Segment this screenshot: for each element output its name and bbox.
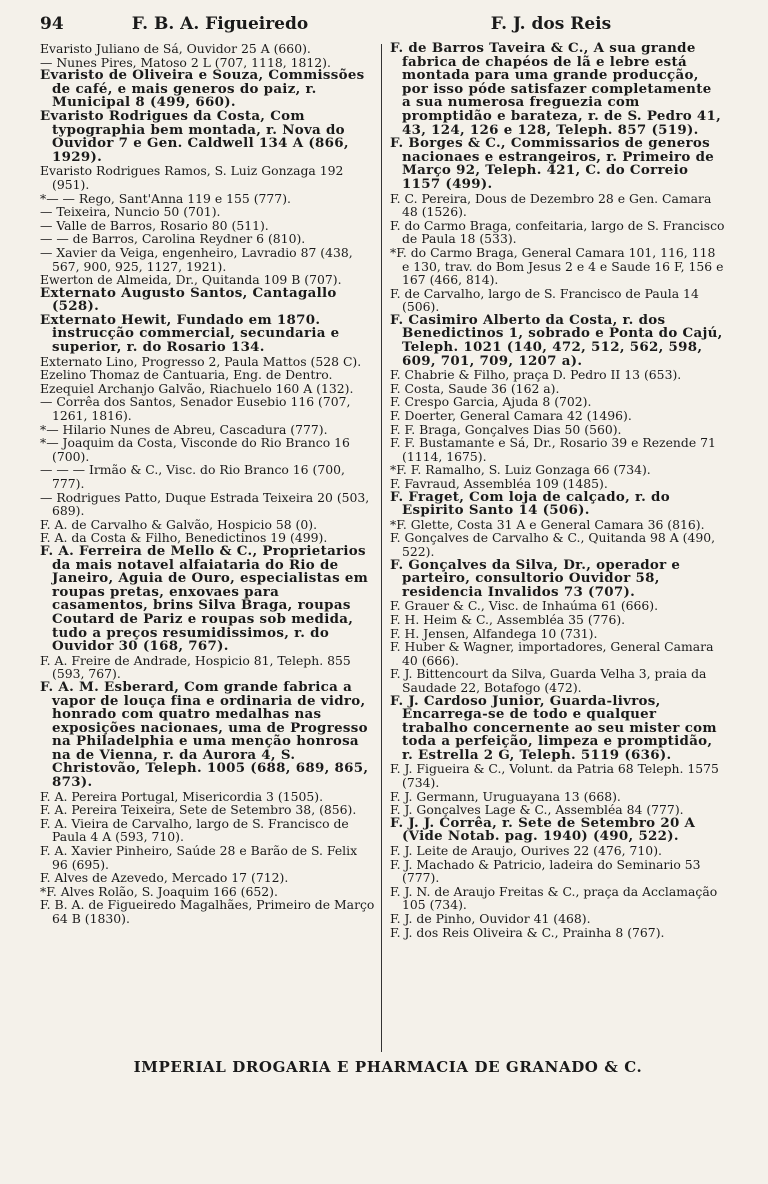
directory-entry: F. J. Cardoso Junior, Guarda-livros, Encarrega-se de todo e qualquer trabalho concernente ao seu mister com toda a perfeição, limpeza e promptidão, r. Estrella 2 G, Teleph. 5119 (636). [390, 692, 717, 763]
directory-entry: — Xavier da Veiga, engenheiro, Lavradio 87 (438, 567, 900, 925, 1127, 1921). [40, 244, 353, 274]
left-column [40, 42, 381, 1052]
directory-entry: F. Alves de Azevedo, Mercado 17 (712). [40, 870, 289, 886]
directory-entry: *F. Alves Rolão, S. Joaquim 166 (652). [40, 883, 278, 899]
directory-entry: Evaristo Rodrigues Ramos, S. Luiz Gonzaga 192 (951). [40, 163, 344, 192]
directory-entry: F. J. dos Reis Oliveira & C., Prainha 8 (767). [390, 924, 665, 940]
directory-entry: F. de Barros Taveira & C., A sua grande fabrica de chapéos de lã e lebre está montada para uma grande producção, por isso póde satisfazer completamente a sua numerosa freguezia com promptidão e barateza, r. de S. Pedro 41, 43, 124, 126 e 128, Teleph. 857 (519). [390, 42, 722, 138]
directory-entry: — — de Barros, Carolina Reydner 6 (810). [40, 231, 306, 247]
directory-entry: F. Gonçalves da Silva, Dr., operador e parteiro, consultorio Ouvidor 58, residencia Invalidos 73 (707). [390, 556, 681, 600]
directory-entry: — Rodrigues Patto, Duque Estrada Teixeira 20 (503, 689). [40, 489, 370, 519]
directory-entry: F. A. de Carvalho & Galvão, Hospicio 58 (0). [40, 516, 318, 532]
directory-entry: F. A. Xavier Pinheiro, Saúde 28 e Barão de S. Felix 96 (695). [40, 843, 358, 872]
directory-entry: *— Hilario Nunes de Abreu, Cascadura (777). [40, 421, 328, 437]
directory-entry: F. F. Braga, Gonçalves Dias 50 (560). [390, 421, 622, 437]
right-column [382, 42, 725, 1052]
directory-entry: Externato Lino, Progresso 2, Paula Mattos (528 C). [40, 353, 362, 369]
directory-entry: Externato Hewit, Fundado em 1870. instrucção commercial, secundaria e superior, r. do Rosario 134. [40, 311, 340, 356]
left-running-head: F. B. A. Figueiredo [131, 14, 309, 34]
directory-entry: F. J. Bittencourt da Silva, Guarda Velha 3, praia da Saudade 22, Botafogo (472). [390, 666, 707, 695]
directory-entry: F. A. Pereira Teixeira, Sete de Setembro 38, (856). [40, 802, 357, 818]
directory-entry: F. J. Gonçalves Lage & C., Assembléa 84 (777). [390, 802, 684, 818]
directory-entry: F. A. Pereira Portugal, Misericordia 3 (1505). [40, 788, 324, 804]
directory-entry: F. J. J. Corrêa, r. Sete de Setembro 20 A (Vide Notab. pag. 1940) (490, 522). [390, 814, 696, 845]
directory-entry: F. Costa, Saude 36 (162 a). [390, 380, 560, 396]
columns [40, 42, 742, 1052]
directory-entry: Ezequiel Archanjo Galvão, Riachuelo 160 A (132). [40, 380, 354, 396]
directory-entry: F. A. da Costa & Filho, Benedictinos 19 (499). [40, 530, 328, 546]
directory-entry: Ezelino Thomaz de Cantuaria, Eng. de Dentro. [40, 367, 333, 383]
directory-entry: — Teixeira, Nuncio 50 (701). [40, 204, 221, 220]
directory-entry: *— — Rego, Sant'Anna 119 e 155 (777). [40, 190, 291, 206]
directory-entry: F. Huber & Wagner, importadores, General Camara 40 (666). [390, 639, 714, 668]
directory-entry: F. J. Figueira & C., Volunt. da Patria 68 Teleph. 1575 (734). [390, 761, 719, 791]
directory-entry: F. Doerter, General Camara 42 (1496). [390, 408, 632, 424]
directory-entry: F. Casimiro Alberto da Costa, r. dos Benedictinos 1, sobrado e Ponta do Cajú, Teleph. 1021 (140, 472, 512, 562, 598, 609, 701, 709, 1207 a). [390, 311, 723, 369]
directory-entry: F. Fraget, Com loja de calçado, r. do Espirito Santo 14 (506). [390, 488, 670, 519]
advertisement-footer: IMPERIAL DROGARIA E PHARMACIA DE GRANADO & C. [133, 1058, 643, 1076]
directory-entry: Externato Augusto Santos, Cantagallo (528). [40, 284, 337, 315]
directory-entry: F. J. de Pinho, Ouvidor 41 (468). [390, 911, 591, 926]
directory-entry: F. do Carmo Braga, confeitaria, largo de S. Francisco de Paula 18 (533). [390, 217, 725, 247]
directory-entry: F. de Carvalho, largo de S. Francisco de Paula 14 (506). [390, 285, 699, 315]
directory-entry: F. F. Bustamante e Sá, Dr., Rosario 39 e Rezende 71 (1114, 1675). [390, 435, 716, 464]
page-header [40, 14, 742, 42]
directory-entry: F. A. Freire de Andrade, Hospicio 81, Teleph. 855 (593, 767). [40, 652, 351, 682]
directory-entry: F. B. A. de Figueiredo Magalhães, Primeiro de Março 64 B (1830). [40, 897, 375, 926]
directory-entry: — — — Irmão & C., Visc. do Rio Branco 16 (700, 777). [40, 462, 345, 491]
directory-entry: F. A. Vieira de Carvalho, largo de S. Francisco de Paula 4 A (593, 710). [40, 815, 349, 845]
directory-entry: F. Favraud, Assembléa 109 (1485). [390, 476, 608, 491]
directory-entry: — Valle de Barros, Rosario 80 (511). [40, 217, 269, 233]
directory-entry: Evaristo Juliano de Sá, Ouvidor 25 A (660). [40, 42, 311, 56]
directory-entry: F. Borges & C., Commissarios de generos nacionaes e estrangeiros, r. Primeiro de Março 92, Teleph. 421, C. do Correio 1157 (499). [390, 135, 715, 192]
directory-entry: F. J. N. de Araujo Freitas & C., praça da Acclamação 105 (734). [390, 883, 718, 913]
directory-entry: — Nunes Pires, Matoso 2 L (707, 1118, 1812). [40, 54, 331, 70]
page-number: 94 [40, 14, 64, 34]
directory-entry: F. A. M. Esberard, Com grande fabrica a vapor de louça fina e ordinaria de vidro, honrado com quatro medalhas nas exposições nacionaes, uma de Progresso na Philadelphia e uma menção honrosa na de Vienna, r. da Aurora 4, S. Christovão, Teleph. 1005 (688, 689, 865, 873). [40, 678, 369, 791]
directory-entry: F. H. Jensen, Alfandega 10 (731). [390, 625, 598, 641]
directory-entry: F. Gonçalves de Carvalho & C., Quitanda 98 A (490, 522). [390, 530, 716, 559]
directory-entry: *— Joaquim da Costa, Visconde do Rio Branco 16 (700). [40, 435, 350, 464]
directory-entry: *F. F. Ramalho, S. Luiz Gonzaga 66 (734). [390, 462, 651, 478]
directory-entry: *F. do Carmo Braga, General Camara 101, 116, 118 e 130, trav. do Bom Jesus 2 e 4 e Saude 16 F, 156 e 167 (466, 814). [390, 244, 724, 288]
directory-entry: F. J. Leite de Araujo, Ourives 22 (476, 710). [390, 843, 662, 859]
directory-entry: F. Grauer & C., Visc. de Inhaúma 61 (666). [390, 598, 659, 614]
directory-entry: Ewerton de Almeida, Dr., Quitanda 109 B (707). [40, 272, 342, 288]
directory-entry: F. J. Machado & Patricio, ladeira do Seminario 53 (777). [390, 856, 701, 886]
directory-entry: F. Chabrie & Filho, praça D. Pedro II 13 (653). [390, 367, 682, 383]
directory-entry: Evaristo Rodrigues da Costa, Com typographia bem montada, r. Nova do Ouvidor 7 e Gen. Caldwell 134 A (866, 1929). [40, 107, 349, 165]
directory-entry: F. J. Germann, Uruguayana 13 (668). [390, 788, 621, 804]
directory-entry: F. A. Ferreira de Mello & C., Proprietarios da mais notavel alfaiataria do Rio de Janeiro, Aguia de Ouro, especialistas em roupas pretas, enxovaes para casamentos, brins Silva Braga, roupas Coutard de Pariz e roupas sob medida, tudo a preços resumidissimos, r. do Ouvidor 30 (168, 767). [40, 542, 369, 655]
directory-entry: — Corrêa dos Santos, Senador Eusebio 116 (707, 1261, 1816). [40, 394, 351, 424]
directory-entry: F. C. Pereira, Dous de Dezembro 28 e Gen. Camara 48 (1526). [390, 190, 712, 220]
directory-entry: F. Crespo Garcia, Ajuda 8 (702). [390, 394, 592, 410]
directory-entry: Evaristo de Oliveira e Souza, Commissões de café, e mais generos do paiz, r. Municipal 8 (499, 660). [40, 67, 365, 111]
directory-entry: F. H. Heim & C., Assembléa 35 (776). [390, 611, 626, 627]
right-running-head: F. J. dos Reis [490, 14, 612, 34]
directory-entry: *F. Glette, Costa 31 A e General Camara 36 (816). [390, 516, 705, 532]
